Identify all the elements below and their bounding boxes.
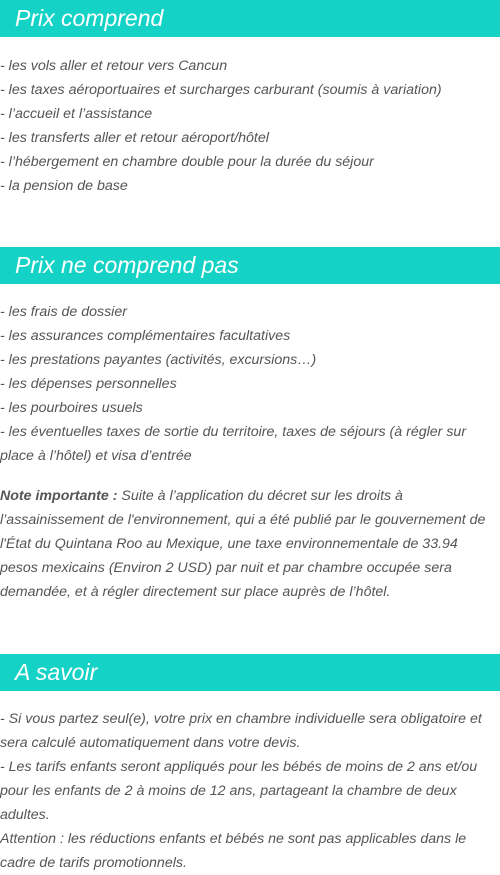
list-item: - les dépenses personnelles: [0, 376, 177, 392]
excludes-title: Prix ne comprend pas: [0, 247, 500, 284]
list-item: - les transferts aller et retour aéroport/hôtel: [0, 130, 269, 146]
list-item: - Les tarifs enfants seront appliqués pour les bébés de moins de 2 ans et/ou pour les enfants de 2 à moins de 12 ans, partageant la chambre de deux adultes.: [0, 759, 478, 823]
know-list: [0, 707, 500, 875]
list-item: - les prestations payantes (activités, excursions…): [0, 352, 317, 368]
list-item: Attention : les réductions enfants et bébés ne sont pas applicables dans le cadre de tarifs promotionnels.: [0, 831, 467, 871]
includes-section: [0, 0, 500, 198]
list-item: - les vols aller et retour vers Cancun: [0, 58, 228, 74]
list-item: - les assurances complémentaires facultatives: [0, 328, 291, 344]
list-item: - les pourboires usuels: [0, 400, 143, 416]
list-item: - les taxes aéroportuaires et surcharges carburant (soumis à variation): [0, 82, 442, 98]
list-item: - les frais de dossier: [0, 304, 127, 320]
list-item: - l’hébergement en chambre double pour la durée du séjour: [0, 154, 374, 170]
list-item: - les éventuelles taxes de sortie du territoire, taxes de séjours (à régler sur place à l’hôtel) et visa d’entrée: [0, 424, 467, 464]
important-note-label: Note importante :: [0, 488, 118, 504]
important-note: [0, 484, 500, 604]
list-item: - l’accueil et l’assistance: [0, 106, 153, 122]
includes-title: Prix comprend: [0, 0, 500, 37]
includes-list: [0, 54, 500, 198]
excludes-section: [0, 247, 500, 604]
excludes-list: [0, 300, 500, 468]
know-title: A savoir: [0, 654, 500, 691]
know-section: [0, 654, 500, 875]
list-item: - la pension de base: [0, 178, 128, 194]
list-item: - Si vous partez seul(e), votre prix en chambre individuelle sera obligatoire et sera calculé automatiquement dans votre devis.: [0, 711, 482, 751]
important-note-text: Suite à l’application du décret sur les droits à l’assainissement de l'environnement, qui a été publié par le gouvernement de l'État du Quintana Roo au Mexique, une taxe environnementale de 33.94 pesos mexicains (Environ 2 USD) par nuit et par chambre occupée sera demandée, et à régler directement sur place auprès de l’hôtel.: [0, 488, 486, 600]
